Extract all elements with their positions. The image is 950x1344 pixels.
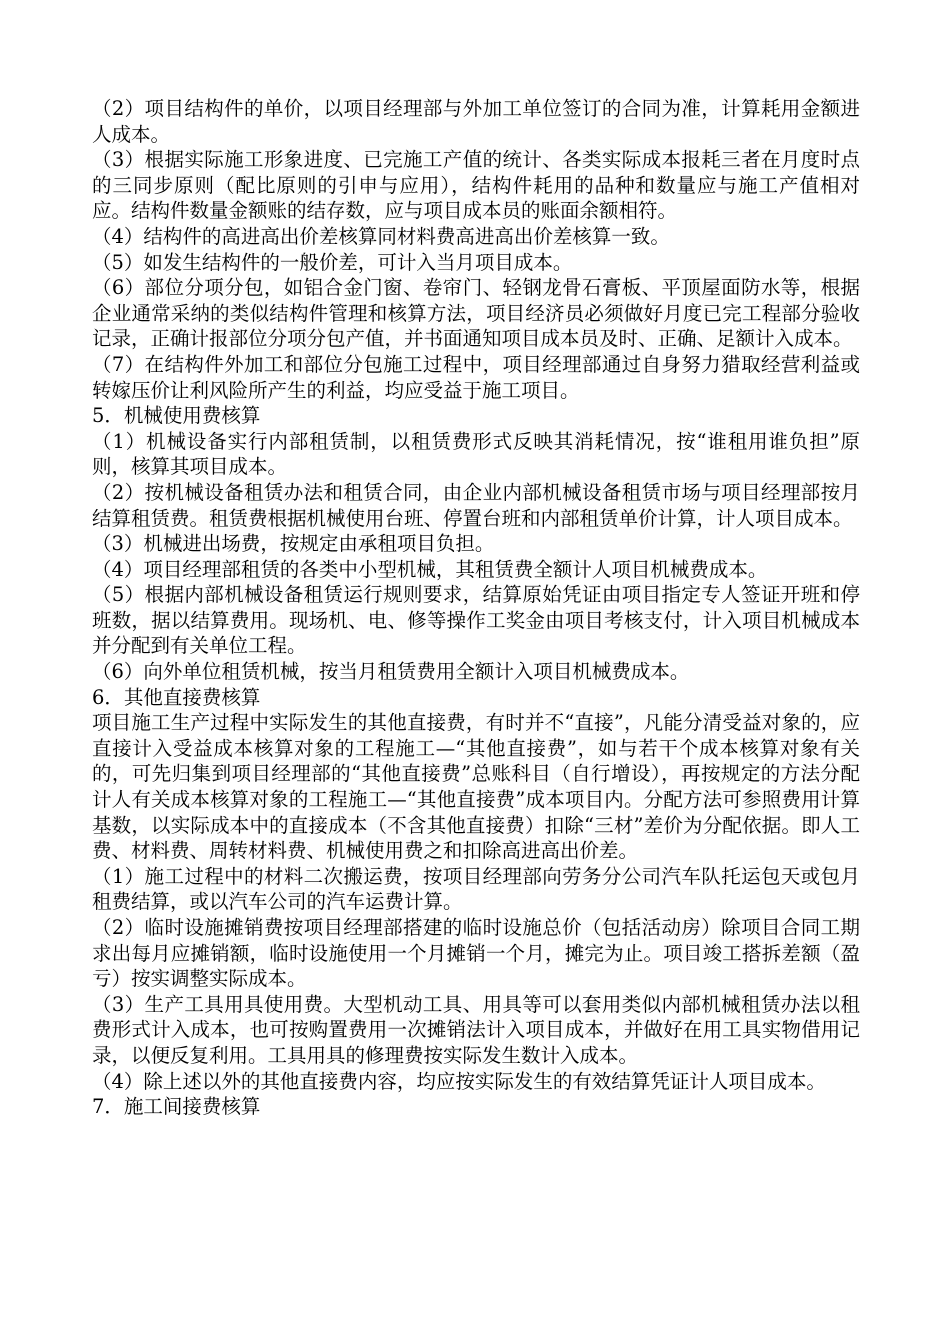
section-heading: 6．其他直接费核算 — [92, 685, 261, 709]
paragraph: （4）结构件的高进高出价差核算同材料费高进高出价差核算一致。 — [92, 224, 670, 248]
paragraph: （1）施工过程中的材料二次搬运费，按项目经理部向劳务分公司汽车队托运包天或包月租费结算，或以汽车公司的汽车运费计算。 — [92, 864, 860, 914]
paragraph: （5）根据内部机械设备租赁运行规则要求，结算原始凭证由项目指定专人签证开班和停班数，据以结算费用。现场机、电、修等操作工奖金由项目考核支付，计入项目机械成本并分配到有关单位工程。 — [92, 583, 860, 658]
paragraph: （1）机械设备实行内部租赁制，以租赁费形式反映其消耗情况，按“谁租用谁负担”原则，核算其项目成本。 — [92, 429, 860, 479]
document-body — [92, 96, 860, 1120]
paragraph: （3）机械进出场费，按规定由承租项目负担。 — [92, 532, 495, 556]
paragraph: （5）如发生结构件的一般价差，可计入当月项目成本。 — [92, 250, 573, 274]
section-heading: 7．施工间接费核算 — [92, 1095, 261, 1119]
paragraph: （3）生产工具用具使用费。大型机动工具、用具等可以套用类似内部机械租赁办法以租费形式计入成本，也可按购置费用一次摊销法计入项目成本，并做好在用工具实物借用记录，以便反复利用。工具用具的修理费按实际发生数计入成本。 — [92, 992, 860, 1067]
paragraph: （6）部位分项分包，如铝合金门窗、卷帘门、轻钢龙骨石膏板、平顶屋面防水等，根据企业通常采纳的类似结构件管理和核算方法，项目经济员必须做好月度已完工程部分验收记录，正确计报部位分项分包产值，并书面通知项目成本员及时、正确、足额计入成本。 — [92, 276, 860, 351]
paragraph: 项目施工生产过程中实际发生的其他直接费，有时并不“直接”，凡能分清受益对象的，应直接计入受益成本核算对象的工程施工—“其他直接费”，如与若干个成本核算对象有关的，可先归集到项目经理部的“其他直接费”总账科目（自行增设），再按规定的方法分配计人有关成本核算对象的工程施工—“其他直接费”成本项目内。分配方法可参照费用计算基数，以实际成本中的直接成本（不含其他直接费）扣除“三材”差价为分配依据。即人工费、材料费、周转材料费、机械使用费之和扣除高进高出价差。 — [92, 711, 860, 863]
paragraph: （7）在结构件外加工和部位分包施工过程中，项目经理部通过自身努力猎取经营利益或转嫁压价让利风险所产生的利益，均应受益于施工项目。 — [92, 352, 860, 402]
paragraph: （6）向外单位租赁机械，按当月租赁费用全额计入项目机械费成本。 — [92, 660, 690, 684]
paragraph: （2）项目结构件的单价，以项目经理部与外加工单位签订的合同为准，计算耗用金额进人成本。 — [92, 97, 860, 146]
paragraph: （3）根据实际施工形象进度、已完施工产值的统计、各类实际成本报耗三者在月度时点的三同步原则（配比原则的引申与应用），结构件耗用的品种和数量应与施工产值相对应。结构件数量金额账的结存数，应与项目成本员的账面余额相符。 — [92, 148, 860, 223]
paragraph: （4）项目经理部租赁的各类中小型机械，其租赁费全额计人项目机械费成本。 — [92, 557, 768, 581]
paragraph: （2）临时设施摊销费按项目经理部搭建的临时设施总价（包括活动房）除项目合同工期求出每月应摊销额，临时设施使用一个月摊销一个月，摊完为止。项目竣工搭拆差额（盈亏）按实调整实际成本。 — [92, 916, 860, 991]
paragraph: （4）除上述以外的其他直接费内容，均应按实际发生的有效结算凭证计人项目成本。 — [92, 1069, 826, 1093]
section-heading: 5．机械使用费核算 — [92, 404, 261, 428]
paragraph: （2）按机械设备租赁办法和租赁合同，由企业内部机械设备租赁市场与项目经理部按月结算租赁费。租赁费根据机械使用台班、停置台班和内部租赁单价计算，计人项目成本。 — [92, 480, 860, 530]
